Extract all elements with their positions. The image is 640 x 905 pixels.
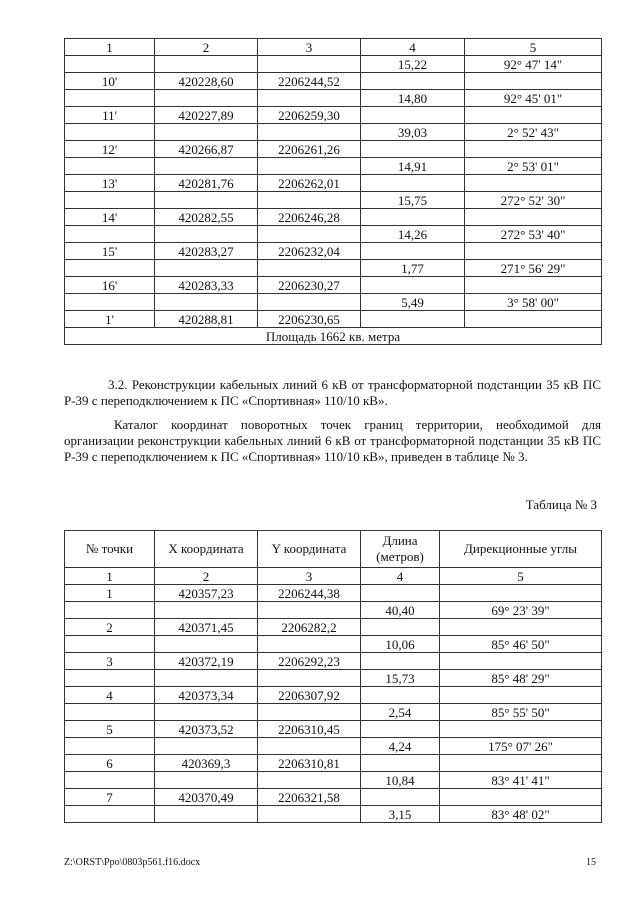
table1-colnum: 2: [155, 39, 258, 56]
table-cell: [65, 636, 155, 653]
table-cell: 420281,76: [155, 175, 258, 192]
table-cell: [65, 670, 155, 687]
table-row: [65, 124, 602, 141]
table-cell: [361, 277, 465, 294]
table-cell: [361, 141, 465, 158]
table1-colnum: 4: [361, 39, 465, 56]
table-cell: [465, 277, 602, 294]
table-cell: [258, 124, 361, 141]
table1-body: [65, 56, 602, 328]
table-cell: 5: [65, 721, 155, 738]
table-cell: [155, 636, 258, 653]
catalog-description-paragraph: Каталог координат поворотных точек границ территории, необходимой для организации реконструкции кабельных линий 6 кВ от трансформаторной подстанции 35 кВ ПС Р-39 с переподключением к ПС «Спортивная» 110/10 кВ», приведен в таблице № 3.: [64, 417, 601, 464]
table-cell: 2,54: [361, 704, 440, 721]
table-cell: 85° 48' 29": [440, 670, 602, 687]
table-cell: 7: [65, 789, 155, 806]
table-cell: 10,06: [361, 636, 440, 653]
table-row: [65, 721, 602, 738]
table1-colnum: 3: [258, 39, 361, 56]
table-cell: 420227,89: [155, 107, 258, 124]
table-cell: 1: [65, 585, 155, 602]
table-cell: 2206262,01: [258, 175, 361, 192]
table-cell: 420266,87: [155, 141, 258, 158]
table-cell: 15,75: [361, 192, 465, 209]
table-cell: [361, 789, 440, 806]
table-cell: [258, 738, 361, 755]
table-cell: [65, 90, 155, 107]
section-heading-paragraph: 3.2. Реконструкции кабельных линий 6 кВ от трансформаторной подстанции 35 кВ ПС Р-39 с переподключением к ПС «Спортивная» 110/10 кВ».: [64, 377, 601, 408]
table-cell: [65, 192, 155, 209]
table-cell: [440, 619, 602, 636]
column-header: X координата: [155, 531, 258, 568]
table-cell: 420357,23: [155, 585, 258, 602]
table-cell: [155, 806, 258, 823]
table-cell: [361, 209, 465, 226]
table-cell: 2: [65, 619, 155, 636]
table-cell: 3,15: [361, 806, 440, 823]
column-header: Длина (метров): [361, 531, 440, 568]
table-cell: [258, 636, 361, 653]
table-row: [65, 277, 602, 294]
table-cell: 2206230,27: [258, 277, 361, 294]
table-cell: [465, 243, 602, 260]
table-cell: 2° 53' 01": [465, 158, 602, 175]
table-row: [65, 585, 602, 602]
table-cell: 83° 48' 02": [440, 806, 602, 823]
table-cell: 420288,81: [155, 311, 258, 328]
table-cell: 2206310,81: [258, 755, 361, 772]
table-row: [65, 670, 602, 687]
table-cell: [361, 653, 440, 670]
table-cell: [258, 158, 361, 175]
table-cell: [465, 73, 602, 90]
table-row: [65, 192, 602, 209]
table-cell: 83° 41' 41": [440, 772, 602, 789]
table-caption: Таблица № 3: [525, 497, 597, 512]
table-cell: [65, 260, 155, 277]
table-row: [65, 90, 602, 107]
table2-column-headers: [65, 531, 602, 568]
table-cell: [258, 192, 361, 209]
table-cell: [155, 56, 258, 73]
table-cell: 5,49: [361, 294, 465, 311]
table-cell: [440, 653, 602, 670]
table-cell: 10': [65, 73, 155, 90]
table-row: [65, 226, 602, 243]
table-cell: 2206292,23: [258, 653, 361, 670]
table-cell: [155, 192, 258, 209]
table-cell: [440, 789, 602, 806]
table-row: [65, 243, 602, 260]
table2-body: [65, 585, 602, 823]
table-cell: [155, 294, 258, 311]
table-cell: 92° 47' 14": [465, 56, 602, 73]
table-cell: 420283,33: [155, 277, 258, 294]
table-cell: 1': [65, 311, 155, 328]
table-cell: 2206282,2: [258, 619, 361, 636]
table-row: [65, 107, 602, 124]
table-cell: [258, 260, 361, 277]
table-cell: 15': [65, 243, 155, 260]
table-cell: 11': [65, 107, 155, 124]
table-cell: 85° 46' 50": [440, 636, 602, 653]
table-cell: [465, 107, 602, 124]
table-cell: [155, 226, 258, 243]
column-header: Y координата: [258, 531, 361, 568]
table-cell: 3: [65, 653, 155, 670]
footer-file-path: Z:\ORST\Ppo\0803p561.f16.docx: [64, 857, 201, 868]
table2-colnum: 3: [258, 568, 361, 585]
table-cell: [65, 226, 155, 243]
page-number: 15: [586, 857, 596, 868]
table-row: [65, 294, 602, 311]
table-cell: [155, 158, 258, 175]
area-total: Площадь 1662 кв. метра: [65, 328, 602, 345]
table-cell: [258, 56, 361, 73]
table-row: [65, 619, 602, 636]
table-cell: [258, 226, 361, 243]
table-cell: 4,24: [361, 738, 440, 755]
table-cell: 2206321,58: [258, 789, 361, 806]
table-cell: [465, 311, 602, 328]
column-header: № точки: [65, 531, 155, 568]
table-cell: [361, 687, 440, 704]
table-cell: 12': [65, 141, 155, 158]
table-cell: 420371,45: [155, 619, 258, 636]
table-cell: 2206244,38: [258, 585, 361, 602]
table-row: [65, 73, 602, 90]
table-cell: 420372,19: [155, 653, 258, 670]
table-row: [65, 653, 602, 670]
table-cell: 2206230,65: [258, 311, 361, 328]
table-row: [65, 175, 602, 192]
table-cell: 3° 58' 00": [465, 294, 602, 311]
table-cell: [155, 704, 258, 721]
table-cell: [361, 107, 465, 124]
table-cell: 92° 45' 01": [465, 90, 602, 107]
table-cell: [361, 619, 440, 636]
table-cell: [258, 602, 361, 619]
table-cell: 39,03: [361, 124, 465, 141]
table-cell: 2206310,45: [258, 721, 361, 738]
table-cell: 2206259,30: [258, 107, 361, 124]
table-cell: 69° 23' 39": [440, 602, 602, 619]
table-cell: [65, 294, 155, 311]
table-cell: [65, 124, 155, 141]
table2-colnum: 4: [361, 568, 440, 585]
table-cell: 420228,60: [155, 73, 258, 90]
table1-colnum: 1: [65, 39, 155, 56]
table-row: [65, 738, 602, 755]
table1-column-numbers: [65, 39, 602, 56]
table-cell: [465, 209, 602, 226]
table-cell: [361, 73, 465, 90]
table-cell: 15,22: [361, 56, 465, 73]
table1-area-row: [65, 328, 602, 345]
table-cell: [440, 755, 602, 772]
table-cell: [440, 721, 602, 738]
table-cell: [155, 90, 258, 107]
table-row: [65, 806, 602, 823]
table-cell: [155, 670, 258, 687]
table-cell: [258, 670, 361, 687]
table-cell: [65, 56, 155, 73]
table-cell: 2206261,26: [258, 141, 361, 158]
table-row: [65, 311, 602, 328]
table-cell: [155, 772, 258, 789]
table-cell: [258, 772, 361, 789]
table-cell: 14,91: [361, 158, 465, 175]
table2-colnum: 5: [440, 568, 602, 585]
table-cell: 14,26: [361, 226, 465, 243]
table2-column-numbers: [65, 568, 602, 585]
table-row: [65, 789, 602, 806]
table-cell: 271° 56' 29": [465, 260, 602, 277]
table-cell: 272° 52' 30": [465, 192, 602, 209]
table-cell: [440, 585, 602, 602]
table1-header: [65, 39, 602, 56]
table-cell: [361, 243, 465, 260]
table-cell: [65, 602, 155, 619]
table-cell: [258, 90, 361, 107]
table-cell: [258, 294, 361, 311]
table-row: [65, 687, 602, 704]
table-cell: 2206244,52: [258, 73, 361, 90]
table2-header: [65, 531, 602, 585]
table-cell: [155, 602, 258, 619]
table-cell: [361, 311, 465, 328]
table-cell: [155, 738, 258, 755]
table-cell: 85° 55' 50": [440, 704, 602, 721]
table1-colnum: 5: [465, 39, 602, 56]
table-cell: 10,84: [361, 772, 440, 789]
table-cell: 420373,34: [155, 687, 258, 704]
table-row: [65, 772, 602, 789]
coordinates-table-continued: [64, 38, 602, 345]
table-row: [65, 602, 602, 619]
table-cell: [465, 175, 602, 192]
table-cell: 2206307,92: [258, 687, 361, 704]
table-row: [65, 704, 602, 721]
table-row: [65, 209, 602, 226]
table-row: [65, 755, 602, 772]
table-row: [65, 141, 602, 158]
table-cell: [440, 687, 602, 704]
table-cell: 420282,55: [155, 209, 258, 226]
table-cell: [258, 704, 361, 721]
table-row: [65, 56, 602, 73]
table-cell: 2206246,28: [258, 209, 361, 226]
table-cell: [465, 141, 602, 158]
table-row: [65, 158, 602, 175]
table-cell: 13': [65, 175, 155, 192]
table-cell: [65, 738, 155, 755]
table-cell: 420370,49: [155, 789, 258, 806]
table-cell: 1,77: [361, 260, 465, 277]
table-cell: 272° 53' 40": [465, 226, 602, 243]
table-cell: [65, 158, 155, 175]
table-cell: 420369,3: [155, 755, 258, 772]
table-cell: [258, 806, 361, 823]
table-cell: [361, 755, 440, 772]
table-row: [65, 260, 602, 277]
column-header: Дирекционные углы: [440, 531, 602, 568]
table-cell: [361, 175, 465, 192]
table-cell: 14': [65, 209, 155, 226]
table-cell: 6: [65, 755, 155, 772]
table-cell: [361, 585, 440, 602]
table-cell: 175° 07' 26": [440, 738, 602, 755]
table-row: [65, 636, 602, 653]
table-cell: 40,40: [361, 602, 440, 619]
table-cell: [361, 721, 440, 738]
table-cell: 2206232,04: [258, 243, 361, 260]
table-cell: 15,73: [361, 670, 440, 687]
table2-colnum: 1: [65, 568, 155, 585]
table-cell: [65, 704, 155, 721]
table-cell: 4: [65, 687, 155, 704]
table2-colnum: 2: [155, 568, 258, 585]
table-cell: [155, 124, 258, 141]
table-cell: 16': [65, 277, 155, 294]
table-cell: [65, 772, 155, 789]
table-cell: 420373,52: [155, 721, 258, 738]
table-cell: [65, 806, 155, 823]
table-cell: 420283,27: [155, 243, 258, 260]
table-cell: 14,80: [361, 90, 465, 107]
table-cell: 2° 52' 43": [465, 124, 602, 141]
coordinates-table-3: [64, 530, 602, 823]
table-cell: [155, 260, 258, 277]
